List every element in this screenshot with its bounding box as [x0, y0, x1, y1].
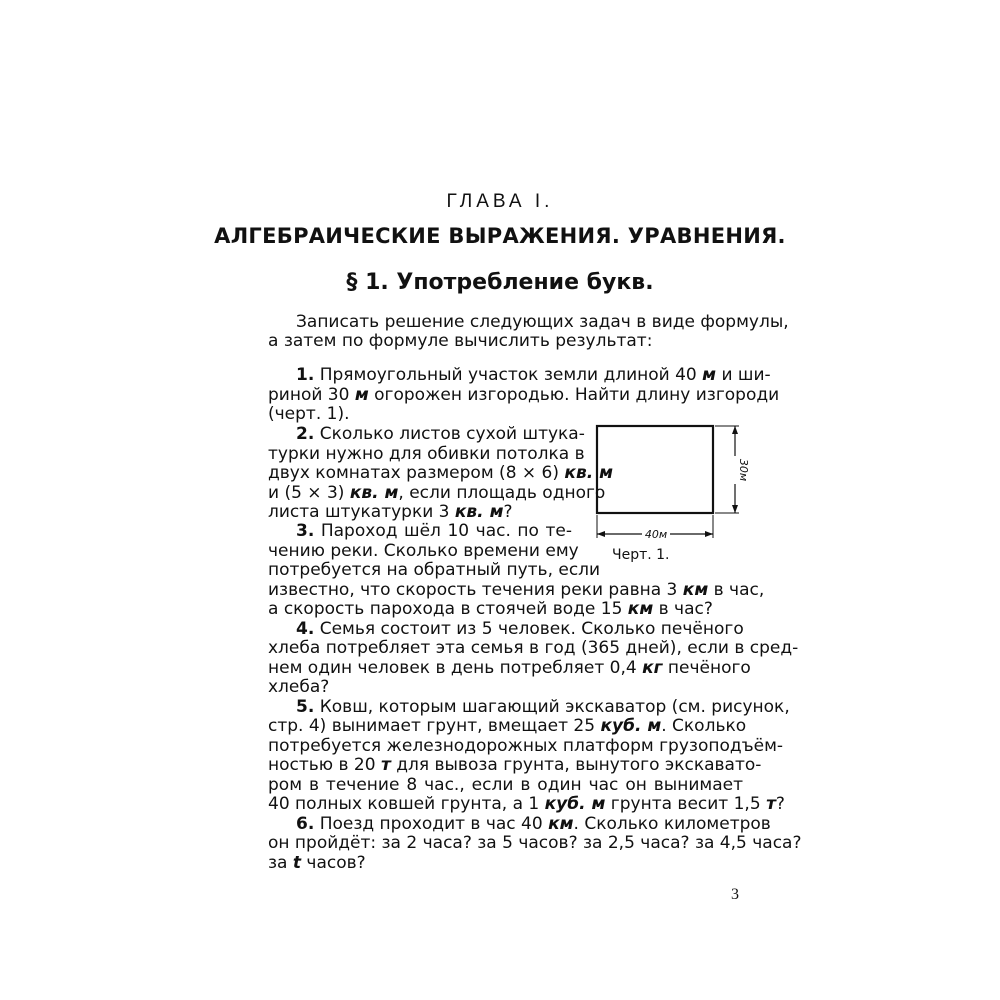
intro-line-2: а затем по формуле вычислить результат: — [268, 331, 653, 351]
rectangle-plot-figure — [587, 418, 757, 568]
problem-3-line-4: известно, что скорость течения реки равна 3 км в час, — [268, 580, 765, 600]
problem-6-line-2: он пройдёт: за 2 часа? за 5 часов? за 2,5 часа? за 4,5 часа? — [268, 833, 802, 853]
problem-2-line-3: двух комнатах размером (8 ⨯ 6) кв. м — [268, 463, 613, 483]
problem-1-line-3: (черт. 1). — [268, 404, 350, 424]
problem-number: 6. — [296, 814, 315, 834]
problem-5-line-4: ностью в 20 т для вывоза грунта, вынутого экскавато- — [268, 755, 762, 775]
problem-3-line-1: 3. Пароход шёл 10 час. по те- — [296, 521, 572, 541]
problem-6-line-3: за t часов? — [268, 853, 366, 873]
section-title: § 1. Употребление букв. — [346, 270, 654, 295]
problem-2-line-1: 2. Сколько листов сухой штука- — [296, 424, 585, 444]
page-number: 3 — [731, 886, 739, 903]
problem-4-line-2: хлеба потребляет эта семья в год (365 дней), если в сред- — [268, 638, 799, 658]
problem-4-line-3: нем один человек в день потребляет 0,4 кг печёного — [268, 658, 751, 678]
problem-1-line-2: риной 30 м огорожен изгородью. Найти длину изгороди — [268, 385, 780, 405]
problem-5-line-3: потребуется железнодорожных платформ грузоподъём- — [268, 736, 784, 756]
problem-2-line-5: листа штукатурки 3 кв. м? — [268, 502, 513, 522]
problem-4-line-1: 4. Семья состоит из 5 человек. Сколько печёного — [296, 619, 744, 639]
problem-5-line-6: 40 полных ковшей грунта, а 1 куб. м грунта весит 1,5 т? — [268, 794, 785, 814]
chapter-title: АЛГЕБРАИЧЕСКИЕ ВЫРАЖЕНИЯ. УРАВНЕНИЯ. — [214, 224, 786, 248]
height-arrow-bottom — [732, 505, 738, 513]
problem-2-line-2: турки нужно для обивки потолка в — [268, 444, 585, 464]
problem-3-line-2: чению реки. Сколько времени ему — [268, 541, 579, 561]
figure-caption: Черт. 1. — [612, 547, 670, 563]
problem-3-line-3: потребуется на обратный путь, если — [268, 560, 601, 580]
width-label: 40м — [644, 528, 668, 541]
chapter-heading: ГЛАВА I. — [446, 191, 554, 212]
problem-6-line-1: 6. Поезд проходит в час 40 км. Сколько километров — [296, 814, 771, 834]
height-arrow-top — [732, 426, 738, 434]
problem-4-line-4: хлеба? — [268, 677, 330, 697]
problem-1-line-1: 1. Прямоугольный участок земли длиной 40 м и ши- — [296, 365, 771, 385]
height-label: 30м — [737, 458, 750, 482]
problem-number: 5. — [296, 697, 315, 717]
problem-number: 2. — [296, 424, 315, 444]
problem-number: 3. — [296, 521, 315, 541]
width-arrow-left — [597, 531, 605, 537]
plot-rectangle — [597, 426, 713, 513]
problem-number: 4. — [296, 619, 315, 639]
width-arrow-right — [705, 531, 713, 537]
problem-number: 1. — [296, 365, 315, 385]
problem-5-line-1: 5. Ковш, которым шагающий экскаватор (см. рисунок, — [296, 697, 790, 717]
intro-line-1: Записать решение следующих задач в виде формулы, — [296, 312, 789, 332]
problem-5-line-5: ром в течение 8 час., если в один час он вынимает — [268, 775, 743, 795]
problem-3-line-5: а скорость парохода в стоячей воде 15 км в час? — [268, 599, 713, 619]
problem-5-line-2: стр. 4) вынимает грунт, вмещает 25 куб. м. Сколько — [268, 716, 747, 736]
problem-2-line-4: и (5 ⨯ 3) кв. м, если площадь одного — [268, 483, 606, 503]
